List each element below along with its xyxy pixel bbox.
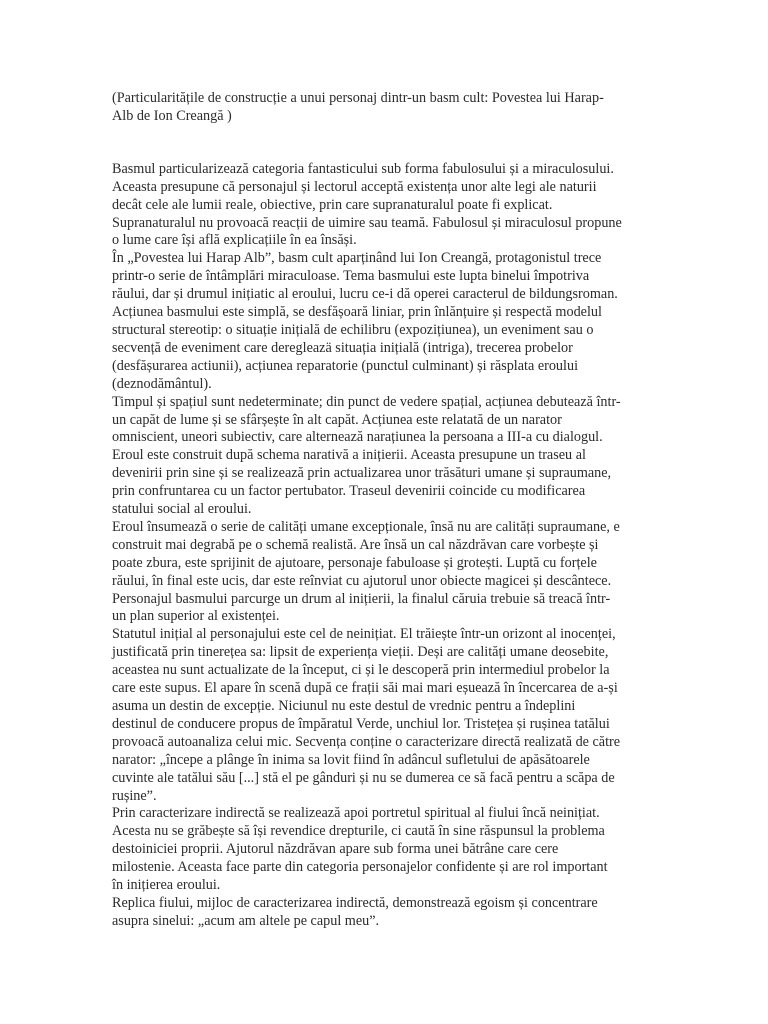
text-line: care este supus. El apare în scenă după ce frații săi mai mari eșuează în încercarea de a-și — [112, 680, 618, 697]
text-line: răului, dar și drumul inițiatic al eroului, lucru ce-i dă operei caracterul de bildungsroman. — [112, 286, 618, 303]
text-line: construit mai degrabă pe o schemă realistă. Are însă un cal năzdrăvan care vorbește și — [112, 536, 599, 553]
text-line: Supranaturalul nu provoacă reacții de uimire sau teamă. Fabulosul și miraculosul propune — [112, 214, 622, 231]
text-line: în inițierea eroului. — [112, 877, 221, 894]
text-line: Replica fiului, mijloc de caracterizarea indirectă, demonstrează egoism și concentrare — [112, 894, 598, 911]
text-line: răului, în final este ucis, dar este reînviat cu ajutorul unor obiecte magicei și descântece. — [112, 572, 612, 589]
text-line: milostenie. Aceasta face parte din categoria personajelor confidente și are rol important — [112, 859, 608, 876]
text-line: Acțiunea basmului este simplă, se desfășoară liniar, prin înlănțuire și respectă modelul — [112, 304, 602, 321]
text-line: (deznodământul). — [112, 375, 212, 392]
text-line: printr-o serie de întâmplări miraculoase. Tema basmului este lupta binelui împotriva — [112, 268, 590, 285]
text-line: destoiniciei proprii. Ajutorul năzdrăvan apare sub forma unei bătrâne care cere — [112, 841, 559, 858]
text-line: Aceasta presupune că personajul și lectorul acceptă existența unor alte legi ale naturii — [112, 178, 597, 195]
text-line: În „Povestea lui Harap Alb”, basm cult aparținând lui Ion Creangă, protagonistul trece — [112, 250, 602, 267]
text-line: Prin caracterizare indirectă se realizează apoi portretul spiritual al fiului încă neinițiat. — [112, 805, 600, 822]
text-line: asuma un destin de excepție. Niciunul nu este destul de vrednic pentru a îndeplini — [112, 698, 576, 714]
text-line: narator: „începe a plânge în inima sa lovit fiind în adâncul sufletului de apăsătoarele — [112, 751, 590, 768]
text-line: Statutul inițial al personajului este cel de neinițiat. El trăiește într-un orizont al inocenței, — [112, 626, 616, 643]
text-line: omniscient, uneori subiectiv, care alternează narațiunea la persoana a III-a cu dialogul. — [112, 429, 603, 446]
text-line: devenirii prin sine și se realizează prin actualizarea unor trăsături umane și supraumane, — [112, 465, 612, 482]
document-text — [112, 161, 660, 931]
text-line: destinul de conducere propus de împăratul Verde, unchiul lor. Tristețea și rușinea tatălui — [112, 715, 610, 732]
text-line: structural stereotip: o situație inițială de echilibru (expozițiunea), un eveniment sau o — [112, 321, 594, 338]
text-line: poate zbura, este sprijinit de ajutoare, personaje fabuloase și grotești. Luptă cu forțele — [112, 554, 597, 571]
text-line: Eroul este construit după schema narativă a inițierii. Aceasta presupune un traseu al — [112, 447, 586, 464]
text-line: un capăt de lume și se sfârșește în alt capăt. Acțiunea este relatată de un narator — [112, 411, 562, 428]
text-line: cuvinte ale tatălui său [...] stă el pe gânduri și nu se dumerea ce să facă pentru a scăpa de — [112, 769, 615, 786]
text-line: provoacă autoanaliza celui mic. Secvența conține o caracterizare directă realizată de către — [112, 733, 621, 750]
text-line: rușine”. — [112, 787, 157, 804]
title-line: Alb de Ion Creangă ) — [112, 107, 232, 124]
text-line: justificată prin tinerețea sa: lipsit de experiența vieții. Deși are calități umane deosebite, — [112, 644, 609, 661]
text-line: decât cele ale lumii reale, obiective, prin care supranaturalul poate fi explicat. — [112, 196, 553, 213]
text-line: Eroul însumează o serie de calități umane excepționale, însă nu are calități supraumane, e — [112, 518, 620, 535]
title-line: (Particularitățile de construcție a unui personaj dintr-un basm cult: Povestea lui Harap- — [112, 90, 604, 106]
document-body — [112, 90, 660, 931]
text-line: Personajul basmului parcurge un drum al inițierii, la finalul căruia trebuie să treacă într- — [112, 590, 611, 607]
text-line: Basmul particularizează categoria fantasticului sub forma fabulosului și a miraculosului. — [112, 160, 614, 177]
text-line: Timpul și spațiul sunt nedeterminate; din punct de vedere spațial, acțiunea debutează într- — [112, 393, 621, 410]
text-line: Acesta nu se grăbește să își revendice drepturile, ci caută în sine răspunsul la problema — [112, 823, 605, 840]
text-line: aceastea nu sunt actualizate de la început, ci și le descoperă prin intermediul probelor la — [112, 662, 610, 679]
text-line: statului social al eroului. — [112, 501, 252, 518]
document-title — [112, 90, 660, 126]
text-line: un plan superior al existenței. — [112, 608, 280, 625]
text-line: asupra sinelui: „acum am altele pe capul meu”. — [112, 912, 380, 929]
text-line: (desfășurarea actiunii), acțiunea reparatorie (punctul culminant) și răsplata eroului — [112, 357, 579, 374]
text-line: prin confruntarea cu un factor pertubator. Traseul devenirii coincide cu modificarea — [112, 483, 586, 500]
text-line: o lume care își află explicațiile în ea însăși. — [112, 232, 357, 249]
text-line: secvență de eveniment care deregleazä situația inițială (intriga), trecerea probelor — [112, 339, 573, 356]
